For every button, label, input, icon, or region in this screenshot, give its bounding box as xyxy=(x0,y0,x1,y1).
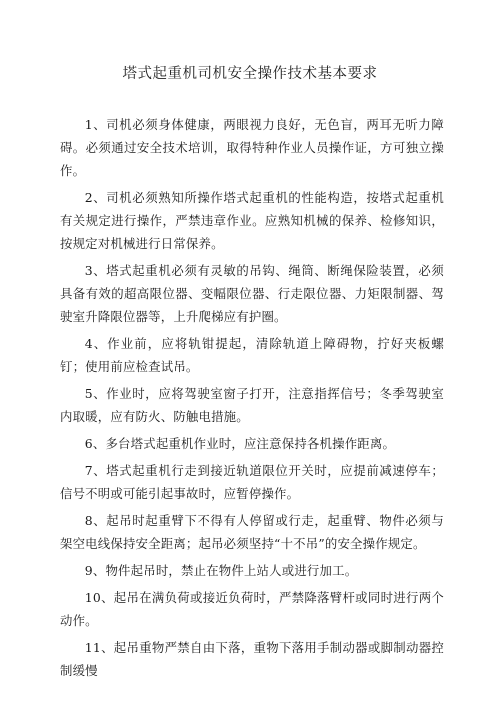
document-body xyxy=(60,113,444,686)
paragraph-11: 11、起吊重物严禁自由下落，重物下落用手制动器或脚制动器控制缓慢 xyxy=(60,640,444,678)
paragraph-3: 3、塔式起重机必须有灵敏的吊钩、绳筒、断绳保险装置，必须具备有效的超高限位器、变幅限位器、行走限位器、力矩限制器、驾驶室升降限位器等，上升爬梯应有护圈。 xyxy=(60,263,444,324)
paragraph-6: 6、多台塔式起重机作业时，应注意保持各机操作距离。 xyxy=(84,436,396,451)
paragraph-8: 8、起吊时起重臂下不得有人停留或行走，起重臂、物件必须与架空电线保持安全距离；起吊必须坚持“十不吊”的安全操作规定。 xyxy=(60,513,444,551)
paragraph-7: 7、塔式起重机行走到接近轨道限位开关时，应提前减速停车；信号不明或可能引起事故时，应暂停操作。 xyxy=(60,463,444,501)
paragraph-9: 9、物件起吊时，禁止在物件上站人或进行加工。 xyxy=(84,563,358,578)
paragraph-10: 10、起吊在满负荷或接近负荷时，严禁降落臂杆或同时进行两个动作。 xyxy=(60,590,444,628)
paragraph-5: 5、作业时，应将驾驶室窗子打开，注意指挥信号；冬季驾驶室内取暖，应有防火、防触电措施。 xyxy=(60,386,444,424)
paragraph-2: 2、司机必须熟知所操作塔式起重机的性能构造，按塔式起重机有关规定进行操作，严禁违章作业。应熟知机械的保养、检修知识，按规定对机械进行日常保养。 xyxy=(60,190,444,251)
paragraph-4: 4、作业前，应将轨钳提起，清除轨道上障碍物，拧好夹板螺钉；使用前应检查试吊。 xyxy=(60,336,444,374)
document-title: 塔式起重机司机安全操作技术基本要求 xyxy=(122,66,378,82)
paragraph-1: 1、司机必须身体健康，两眼视力良好，无色盲，两耳无听力障碍。必须通过安全技术培训，取得特种作业人员操作证，方可独立操作。 xyxy=(60,117,444,178)
